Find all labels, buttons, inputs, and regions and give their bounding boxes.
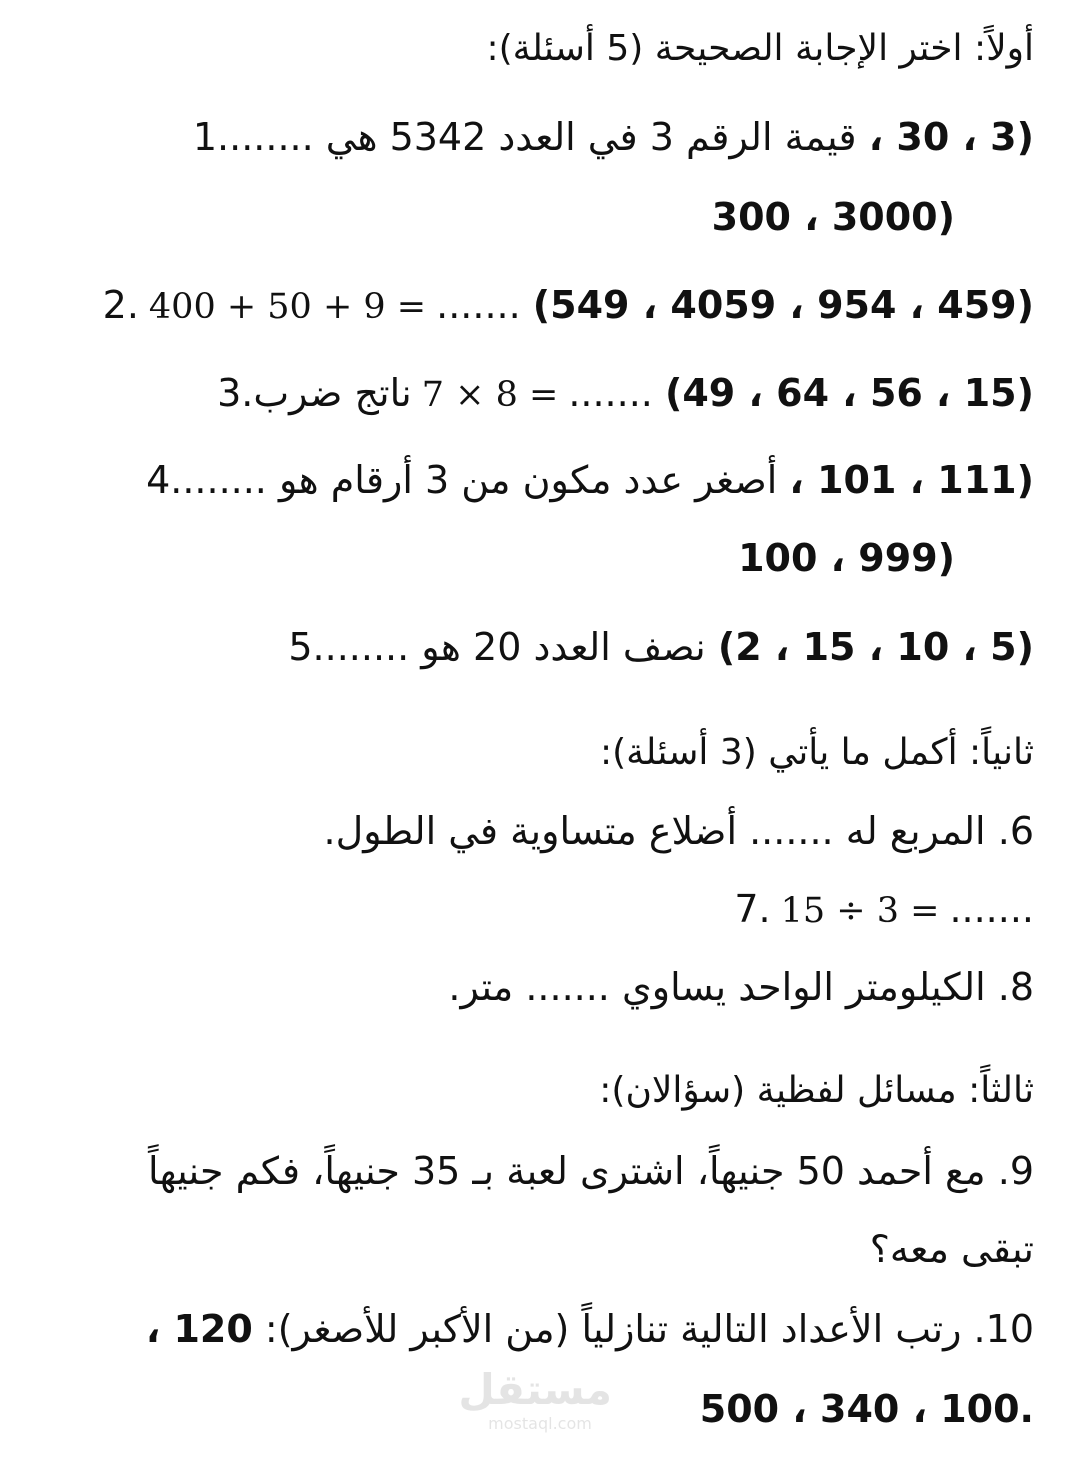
question-3-math: 7 × 8 = (421, 375, 559, 415)
question-3 (173, 368, 1034, 420)
mostaql-url: mostaql.com (488, 1414, 592, 1433)
question-10-options-continued: 500 ، 340 ، 100. (699, 1387, 1034, 1431)
question-10 (146, 1304, 1034, 1354)
question-4-options-continued: 100 ، 999) (738, 536, 955, 580)
question-8 (448, 962, 1034, 1012)
question-5-number: 5. (288, 625, 325, 669)
question-3-number: 3. (217, 371, 254, 415)
question-5-text: نصف العدد 20 هو ....... (324, 625, 706, 669)
question-9-text-continued: تبقى معه؟ (869, 1227, 1034, 1271)
question-1-options-continued: 300 ، 3000) (711, 195, 955, 239)
question-10-options: 120 ، (145, 1307, 253, 1351)
question-9-number: 9. (997, 1149, 1034, 1193)
question-2-blank: ....... (436, 283, 521, 327)
question-4 (102, 455, 1034, 505)
question-6-number: 6. (997, 809, 1034, 853)
question-5 (245, 622, 1034, 672)
question-10-number: 10. (973, 1307, 1034, 1351)
question-7-math: 15 ÷ 3 = (780, 891, 940, 931)
section-1-heading: أولاً: اختر الإجابة الصحيحة (5 أسئلة): (486, 28, 1034, 69)
question-4-number: 4. (146, 458, 183, 502)
question-8-text: الكيلومتر الواحد يساوي ....... متر. (448, 965, 986, 1009)
question-6 (324, 806, 1034, 856)
section-3-heading: ثالثاً: مسائل لفظية (سؤالان): (599, 1070, 1034, 1111)
mostaql-watermark (458, 1365, 612, 1438)
question-2-number: 2. (102, 283, 139, 327)
question-2-math: 400 + 50 + 9 = (148, 287, 427, 327)
question-1 (149, 112, 1034, 162)
question-9-text: مع أحمد 50 جنيهاً، اشترى لعبة بـ 35 جنيهاً، فكم جنيهاً (148, 1149, 986, 1193)
question-7 (734, 884, 1034, 936)
question-4-options: (111 ، 101 ، (789, 458, 1034, 502)
question-2-options: (459 ، 954 ، 4059 ، 549) (532, 283, 1034, 327)
section-2-heading: ثانياً: أكمل ما يأتي (3 أسئلة): (599, 732, 1034, 773)
question-3-blank: ....... (568, 371, 653, 415)
question-3-options: (15 ، 56 ، 64 ، 49) (664, 371, 1034, 415)
question-6-text: المربع له ....... أضلاع متساوية في الطول. (323, 809, 986, 853)
question-9 (148, 1146, 1034, 1196)
question-2 (59, 280, 1034, 332)
question-5-options: (5 ، 10 ، 15 ، 2) (717, 625, 1034, 669)
question-1-number: 1. (192, 115, 230, 159)
question-1-text: قيمة الرقم 3 في العدد 5342 هي ....... (229, 115, 857, 159)
question-8-number: 8. (997, 965, 1034, 1009)
question-7-number: 7. (734, 887, 771, 931)
question-10-text: رتب الأعداد التالية تنازلياً (من الأكبر للأصغر): (264, 1307, 962, 1351)
question-1-options: (3 ، 30 ، (868, 115, 1034, 159)
question-3-text: ناتج ضرب (253, 371, 412, 415)
question-7-blank: ....... (949, 887, 1034, 931)
mostaql-logo: مستقل (458, 1365, 612, 1414)
question-4-text: أصغر عدد مكون من 3 أرقام هو ....... (182, 458, 778, 502)
